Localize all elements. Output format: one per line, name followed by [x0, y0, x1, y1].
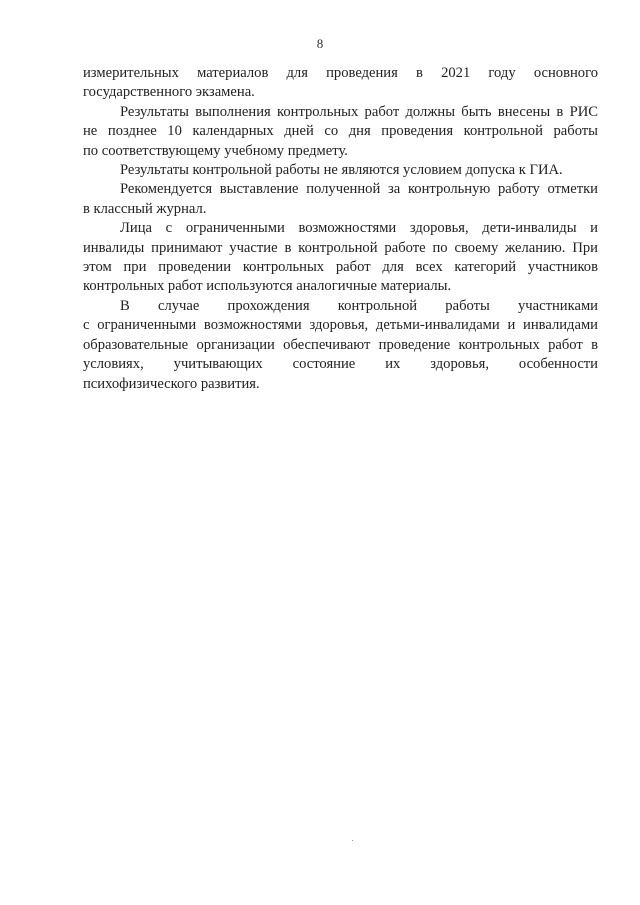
text-line: Результаты контрольной работы не являются условием допуска к ГИА. — [120, 162, 563, 179]
text-line: не позднее 10 календарных дней со дня проведения контрольной работы — [83, 123, 598, 140]
paragraph-journal — [83, 180, 598, 219]
text-line: условиях, учитывающих состояние их здоровья, особенности — [83, 356, 598, 373]
paragraph-continuation — [83, 64, 598, 103]
paragraph-admission — [83, 161, 598, 180]
paragraph-conditions — [83, 297, 598, 394]
paragraph-disabilities — [83, 219, 598, 297]
page-number: 8 — [316, 36, 324, 51]
text-line: государственного экзамена. — [83, 84, 255, 101]
text-line: Рекомендуется выставление полученной за контрольную работу отметки — [120, 181, 598, 198]
text-line: в классный журнал. — [83, 200, 207, 217]
text-line: инвалиды принимают участие в контрольной работе по своему желанию. При — [83, 239, 598, 256]
text-line: В случае прохождения контрольной работы участниками — [120, 297, 598, 314]
text-line: с ограниченными возможностями здоровья, детьми-инвалидами и инвалидами — [83, 317, 598, 334]
text-line: этом при проведении контрольных работ для всех категорий участников — [83, 259, 598, 276]
scan-speck — [352, 840, 353, 841]
text-line: образовательные организации обеспечивают проведение контрольных работ в — [83, 336, 598, 353]
text-line: Результаты выполнения контрольных работ должны быть внесены в РИС — [120, 103, 598, 120]
text-line: измерительных материалов для проведения в 2021 году основного — [83, 65, 598, 81]
text-line: по соответствующему учебному предмету. — [83, 142, 348, 159]
text-line: контрольных работ используются аналогичные материалы. — [83, 278, 452, 295]
text-line: психофизического развития. — [83, 375, 260, 392]
paragraph-results-deadline — [83, 103, 598, 161]
text-line: Лица с ограниченными возможностями здоровья, дети-инвалиды и — [120, 220, 598, 237]
document-body — [83, 64, 598, 394]
